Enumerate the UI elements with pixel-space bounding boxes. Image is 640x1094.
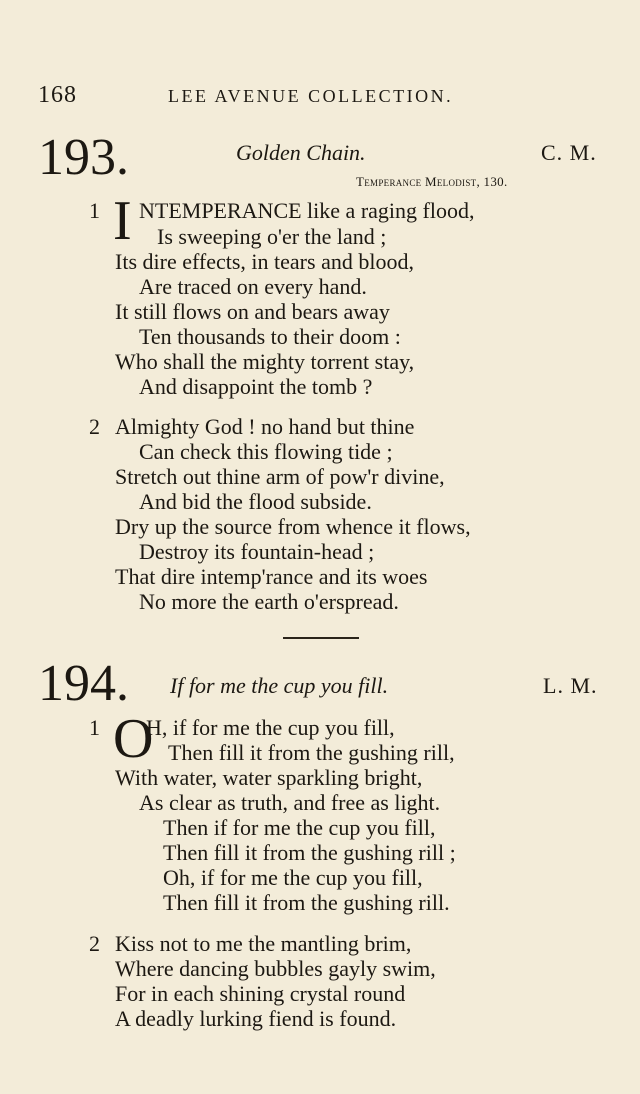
verse-line: Oh, if for me the cup you fill, xyxy=(163,865,423,890)
verse-line: Where dancing bubbles gayly swim, xyxy=(115,956,436,981)
verse-line: H, if for me the cup you fill, xyxy=(146,715,395,740)
verse-line: Stretch out thine arm of pow'r divine, xyxy=(115,464,445,489)
hymn-number: 193. xyxy=(38,129,129,186)
verse-line: And bid the flood subside. xyxy=(139,489,372,514)
verse-line: Its dire effects, in tears and blood, xyxy=(115,249,414,274)
verse-line: Ten thousands to their doom : xyxy=(139,324,401,349)
hymn-number: 194. xyxy=(38,655,129,712)
hymn-meter: C. M. xyxy=(541,140,597,165)
verse-line: Dry up the source from whence it flows, xyxy=(115,514,471,539)
verse-line: Almighty God ! no hand but thine xyxy=(115,414,415,439)
verse-line: Destroy its fountain-head ; xyxy=(139,539,375,564)
page-number: 168 xyxy=(38,82,77,108)
verse-line: As clear as truth, and free as light. xyxy=(139,790,441,815)
verse-line: Then if for me the cup you fill, xyxy=(163,815,436,840)
tune-source: Temperance Melodist, 130. xyxy=(356,174,508,189)
drop-cap: I xyxy=(113,190,132,252)
verse-line: NTEMPERANCE like a raging flood, xyxy=(139,198,475,223)
verse-number: 1 xyxy=(89,715,100,740)
verse-number: 2 xyxy=(89,931,100,956)
drop-cap: O xyxy=(113,708,154,770)
verse-line: Then fill it from the gushing rill ; xyxy=(163,840,456,865)
verse-line: That dire intemp'rance and its woes xyxy=(115,564,428,589)
verse-line: It still flows on and bears away xyxy=(115,299,390,324)
verse-line: No more the earth o'erspread. xyxy=(139,589,399,614)
running-title: LEE AVENUE COLLECTION. xyxy=(168,86,454,106)
verse-line: Can check this flowing tide ; xyxy=(139,439,393,464)
verse-line: Then fill it from the gushing rill. xyxy=(163,890,450,915)
hymn-title: Golden Chain. xyxy=(236,140,366,165)
verse-line: Is sweeping o'er the land ; xyxy=(157,224,387,249)
verse-number: 1 xyxy=(89,198,100,223)
verse-line: Kiss not to me the mantling brim, xyxy=(115,931,412,956)
verse-number: 2 xyxy=(89,414,100,439)
verse-line: Are traced on every hand. xyxy=(139,274,367,299)
verse-line: For in each shining crystal round xyxy=(115,981,406,1006)
hymn-title: If for me the cup you fill. xyxy=(170,673,389,698)
section-divider xyxy=(283,637,359,639)
verse-line: Who shall the mighty torrent stay, xyxy=(115,349,415,374)
verse-line: Then fill it from the gushing rill, xyxy=(168,740,455,765)
verse-line: With water, water sparkling bright, xyxy=(115,765,423,790)
verse-line: A deadly lurking fiend is found. xyxy=(115,1006,397,1031)
hymn-meter: L. M. xyxy=(543,673,598,698)
verse-line: And disappoint the tomb ? xyxy=(139,374,373,399)
